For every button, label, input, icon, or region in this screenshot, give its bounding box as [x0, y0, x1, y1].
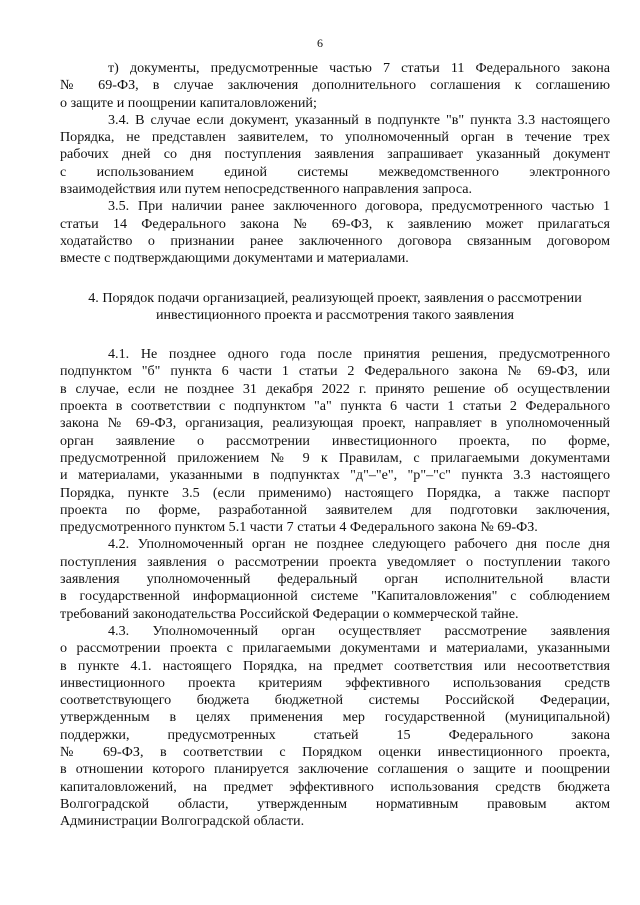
paragraph-4-2 — [60, 536, 610, 622]
text-line: и материалами, указанными в подпунктах "д"–"е", "р"–"с" пункта 3.3 настоящего — [60, 467, 610, 484]
text-line: Волгоградской области, утвержденным нормативным правовым актом — [60, 795, 610, 812]
heading-line: 4. Порядок подачи организацией, реализующей проект, заявления о рассмотрении — [88, 289, 582, 306]
paragraph-3-5 — [60, 198, 610, 267]
text-line: в государственной информационной системе "Капиталовложения" с соблюдением — [60, 588, 610, 605]
text-line: Администрации Волгоградской области. — [60, 813, 305, 830]
text-line: 3.4. В случае если документ, указанный в подпункте "в" пункта 3.3 настоящего — [108, 111, 610, 128]
paragraph-4-1 — [60, 346, 610, 536]
text-line: орган заявление о рассмотрении инвестиционного проекта, по форме, — [60, 432, 610, 449]
text-line: ходатайство о признании ранее заключенного договора связанным договором — [60, 232, 610, 249]
paragraph-subitem-t — [60, 60, 610, 112]
text-line: предусмотренной приложением № 9 к Правилам, с прилагаемыми документами — [60, 449, 610, 466]
text-line: в случае, если не позднее 31 декабря 2022 г. принято решение об осуществлении — [60, 380, 610, 397]
text-line: в отношении которого планируется заключение соглашения о защите и поощрении — [60, 761, 610, 778]
text-line: 4.3. Уполномоченный орган осуществляет рассмотрение заявления — [108, 622, 610, 639]
text-line: 4.1. Не позднее одного года после принятия решения, предусмотренного — [108, 346, 610, 363]
paragraph-4-3 — [60, 623, 610, 831]
paragraph-3-4 — [60, 112, 610, 198]
text-line: № 69-ФЗ, в случае заключения дополнительного соглашения к соглашению — [60, 77, 610, 94]
text-line: о рассмотрении проекта с прилагаемыми документами и материалами, указанными — [60, 640, 610, 657]
text-line: закона № 69-ФЗ, организация, реализующая проект, направляет в уполномоченный — [60, 415, 610, 432]
text-line: проекта по форме, разработанной заявителем для подготовки заключения, — [60, 501, 610, 518]
text-line: 3.5. При наличии ранее заключенного договора, предусмотренного частью 1 — [108, 198, 610, 215]
text-line: заявления уполномоченный федеральный орган исполнительной власти — [60, 571, 610, 588]
text-line: требований законодательства Российской Федерации о коммерческой тайне. — [60, 605, 519, 622]
text-line: поступления заявления о рассмотрении проекта уведомляет о поступлении такого — [60, 553, 610, 570]
text-line: с использованием единой системы межведомственного электронного — [60, 163, 610, 180]
text-line: утвержденным в целях применения мер государственной (муниципальной) — [60, 709, 610, 726]
text-line: 4.2. Уполномоченный орган не позднее следующего рабочего дня после дня — [108, 536, 610, 553]
document-body — [60, 60, 610, 830]
text-line: инвестиционного проекта критериям эффективного использования средств — [60, 674, 610, 691]
text-line: Порядка, пункте 3.5 (если применимо) настоящего Порядка, а также паспорт — [60, 484, 610, 501]
text-line: в пункте 4.1. настоящего Порядка, на предмет соответствия или несоответствия — [60, 657, 610, 674]
text-line: капиталовложений, на предмет эффективного использования средств бюджета — [60, 778, 610, 795]
text-line: вместе с подтверждающими документами и материалами. — [60, 250, 409, 267]
text-line: предусмотренного пунктом 5.1 части 7 статьи 4 Федерального закона № 69-ФЗ. — [60, 519, 538, 536]
text-line: Порядка, не представлен заявителем, то уполномоченный орган в течение трех — [60, 129, 610, 146]
text-line: статьи 14 Федерального закона № 69-ФЗ, к заявлению может прилагаться — [60, 215, 610, 232]
page-number: 6 — [317, 36, 323, 50]
text-line: т) документы, предусмотренные частью 7 статьи 11 Федерального закона — [108, 60, 610, 76]
heading-line: инвестиционного проекта и рассмотрения такого заявления — [155, 306, 515, 323]
section-heading-4 — [60, 290, 610, 325]
text-line: подпунктом "б" пункта 6 части 1 статьи 2 Федерального закона № 69-ФЗ, или — [60, 363, 610, 380]
text-line: поддержки, предусмотренных статьей 15 Федерального закона — [60, 726, 610, 743]
text-line: соответствующего бюджета бюджетной системы Российской Федерации, — [60, 692, 610, 709]
text-line: о защите и поощрении капиталовложений; — [60, 94, 317, 111]
text-line: № 69-ФЗ, в соответствии с Порядком оценки инвестиционного проекта, — [60, 743, 610, 760]
text-line: рабочих дней со дня поступления заявления запрашивает указанный документ — [60, 146, 610, 163]
text-line: взаимодействия или путем непосредственного направления запроса. — [60, 181, 473, 198]
text-line: проекта в соответствии с подпунктом "а" пункта 6 части 1 статьи 2 Федерального — [60, 398, 610, 415]
